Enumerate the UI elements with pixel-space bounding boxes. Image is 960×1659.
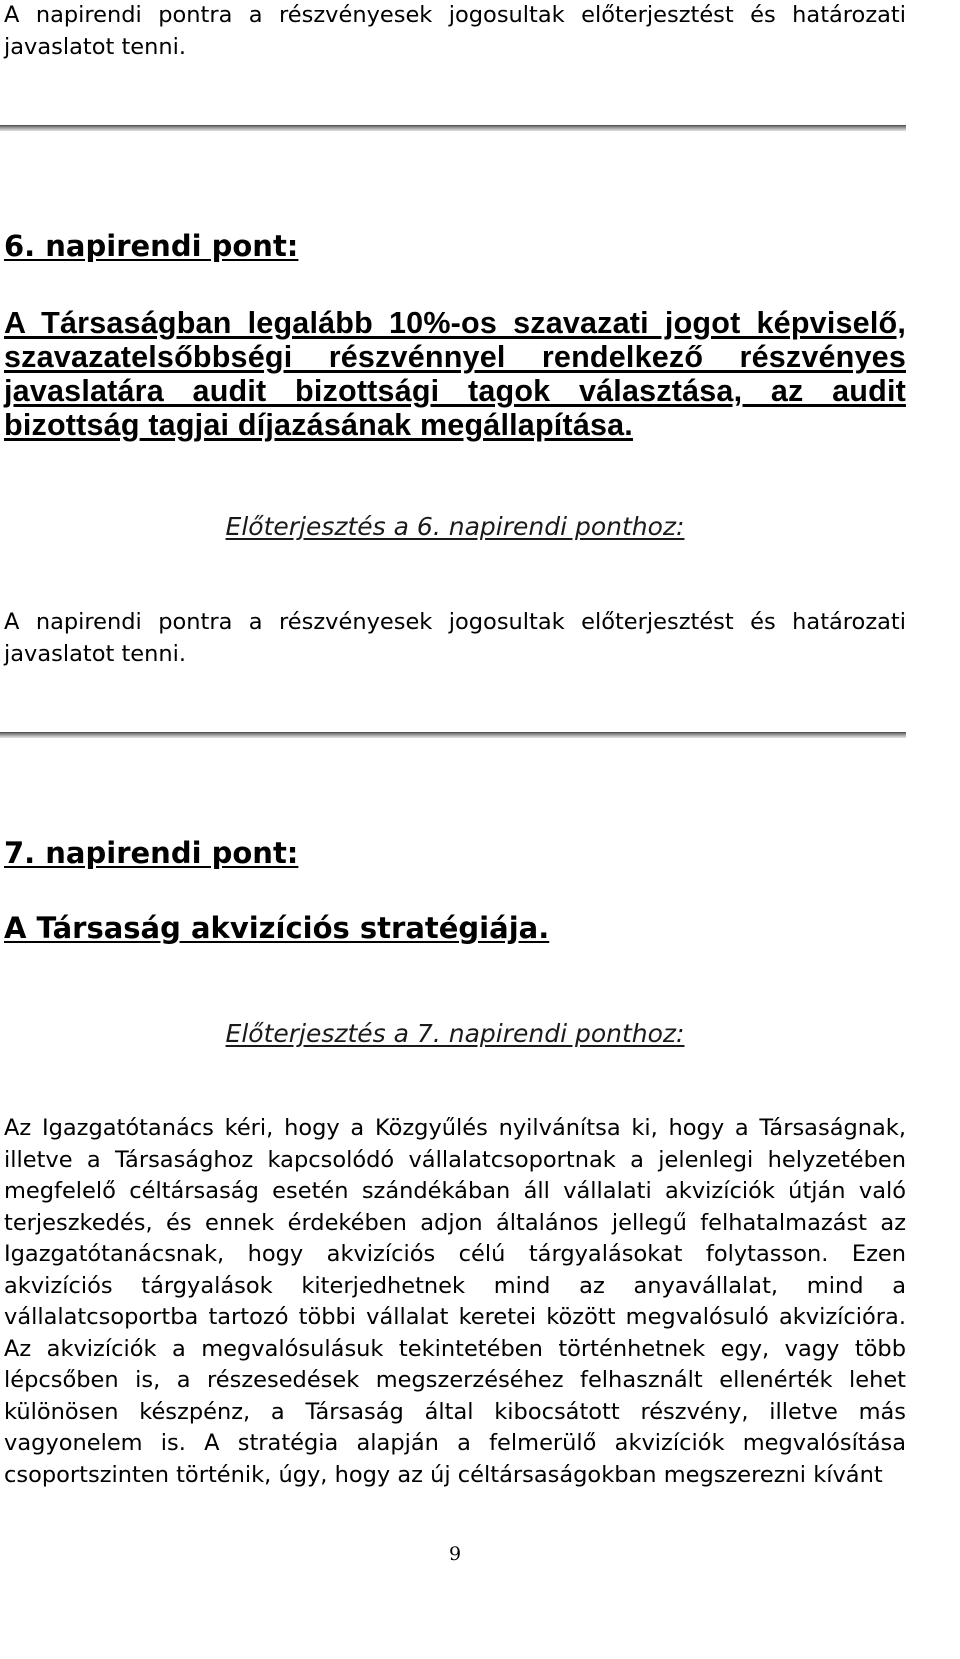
section-divider bbox=[0, 125, 906, 131]
intro-paragraph: A napirendi pontra a részvényesek jogosultak előterjesztést és határozati javaslatot tenni. bbox=[4, 2, 906, 60]
agenda-item-7-subheading: Előterjesztés a 7. napirendi ponthoz: bbox=[225, 1019, 685, 1048]
agenda-item-6-heading: 6. napirendi pont: bbox=[4, 229, 299, 263]
agenda-item-6-subheading: Előterjesztés a 6. napirendi ponthoz: bbox=[225, 512, 685, 541]
section-divider bbox=[0, 732, 906, 738]
agenda-item-7-heading: 7. napirendi pont: bbox=[4, 836, 299, 870]
page-number: 9 bbox=[448, 1543, 462, 1565]
agenda-item-7-body: Az Igazgatótanács kéri, hogy a Közgyűlés nyilvánítsa ki, hogy a Társaságnak, illetve a Társasághoz kapcsolódó vállalatcsoportnak a jelenlegi helyzetében megfelelő céltársaság esetén szándékában áll vállalati akvizíciók útján való terjeszkedés, és ennek érdekében adjon általános jellegű felhatalmazást az Igazgatótanácsnak, hogy akvizíciós célú tárgyalásokat folytasson. Ezen akvizíciós tárgyalások kiterjedhetnek mind az anyavállalat, mind a vállalatcsoportba tartozó többi vállalat keretei között megvalósuló akvizícióra. Az akvizíciók a megvalósulásuk tekintetében történhetnek egy, vagy több lépcsőben is, a részesedések megszerzéséhez felhasznált ellenérték lehet különösen készpénz, a Társaság által kibocsátott részvény, illetve más vagyonelem is. A stratégia alapján a felmerülő akvizíciók megvalósítása csoportszinten történik, úgy, hogy az új céltársaságokban megszerezni kívánt bbox=[4, 1115, 906, 1488]
agenda-item-6-title: A Társaságban legalább 10%-os szavazati jogot képviselő, szavazatelsőbbségi részvénnyel rendelkező részvényes javaslatára audit bizottsági tagok választása, az audit bizottság tagjai díjazásának megállapítása. bbox=[4, 306, 906, 442]
agenda-item-7-title: A Társaság akvizíciós stratégiája. bbox=[4, 911, 550, 945]
agenda-item-6-body: A napirendi pontra a részvényesek jogosultak előterjesztést és határozati javaslatot tenni. bbox=[4, 609, 906, 667]
